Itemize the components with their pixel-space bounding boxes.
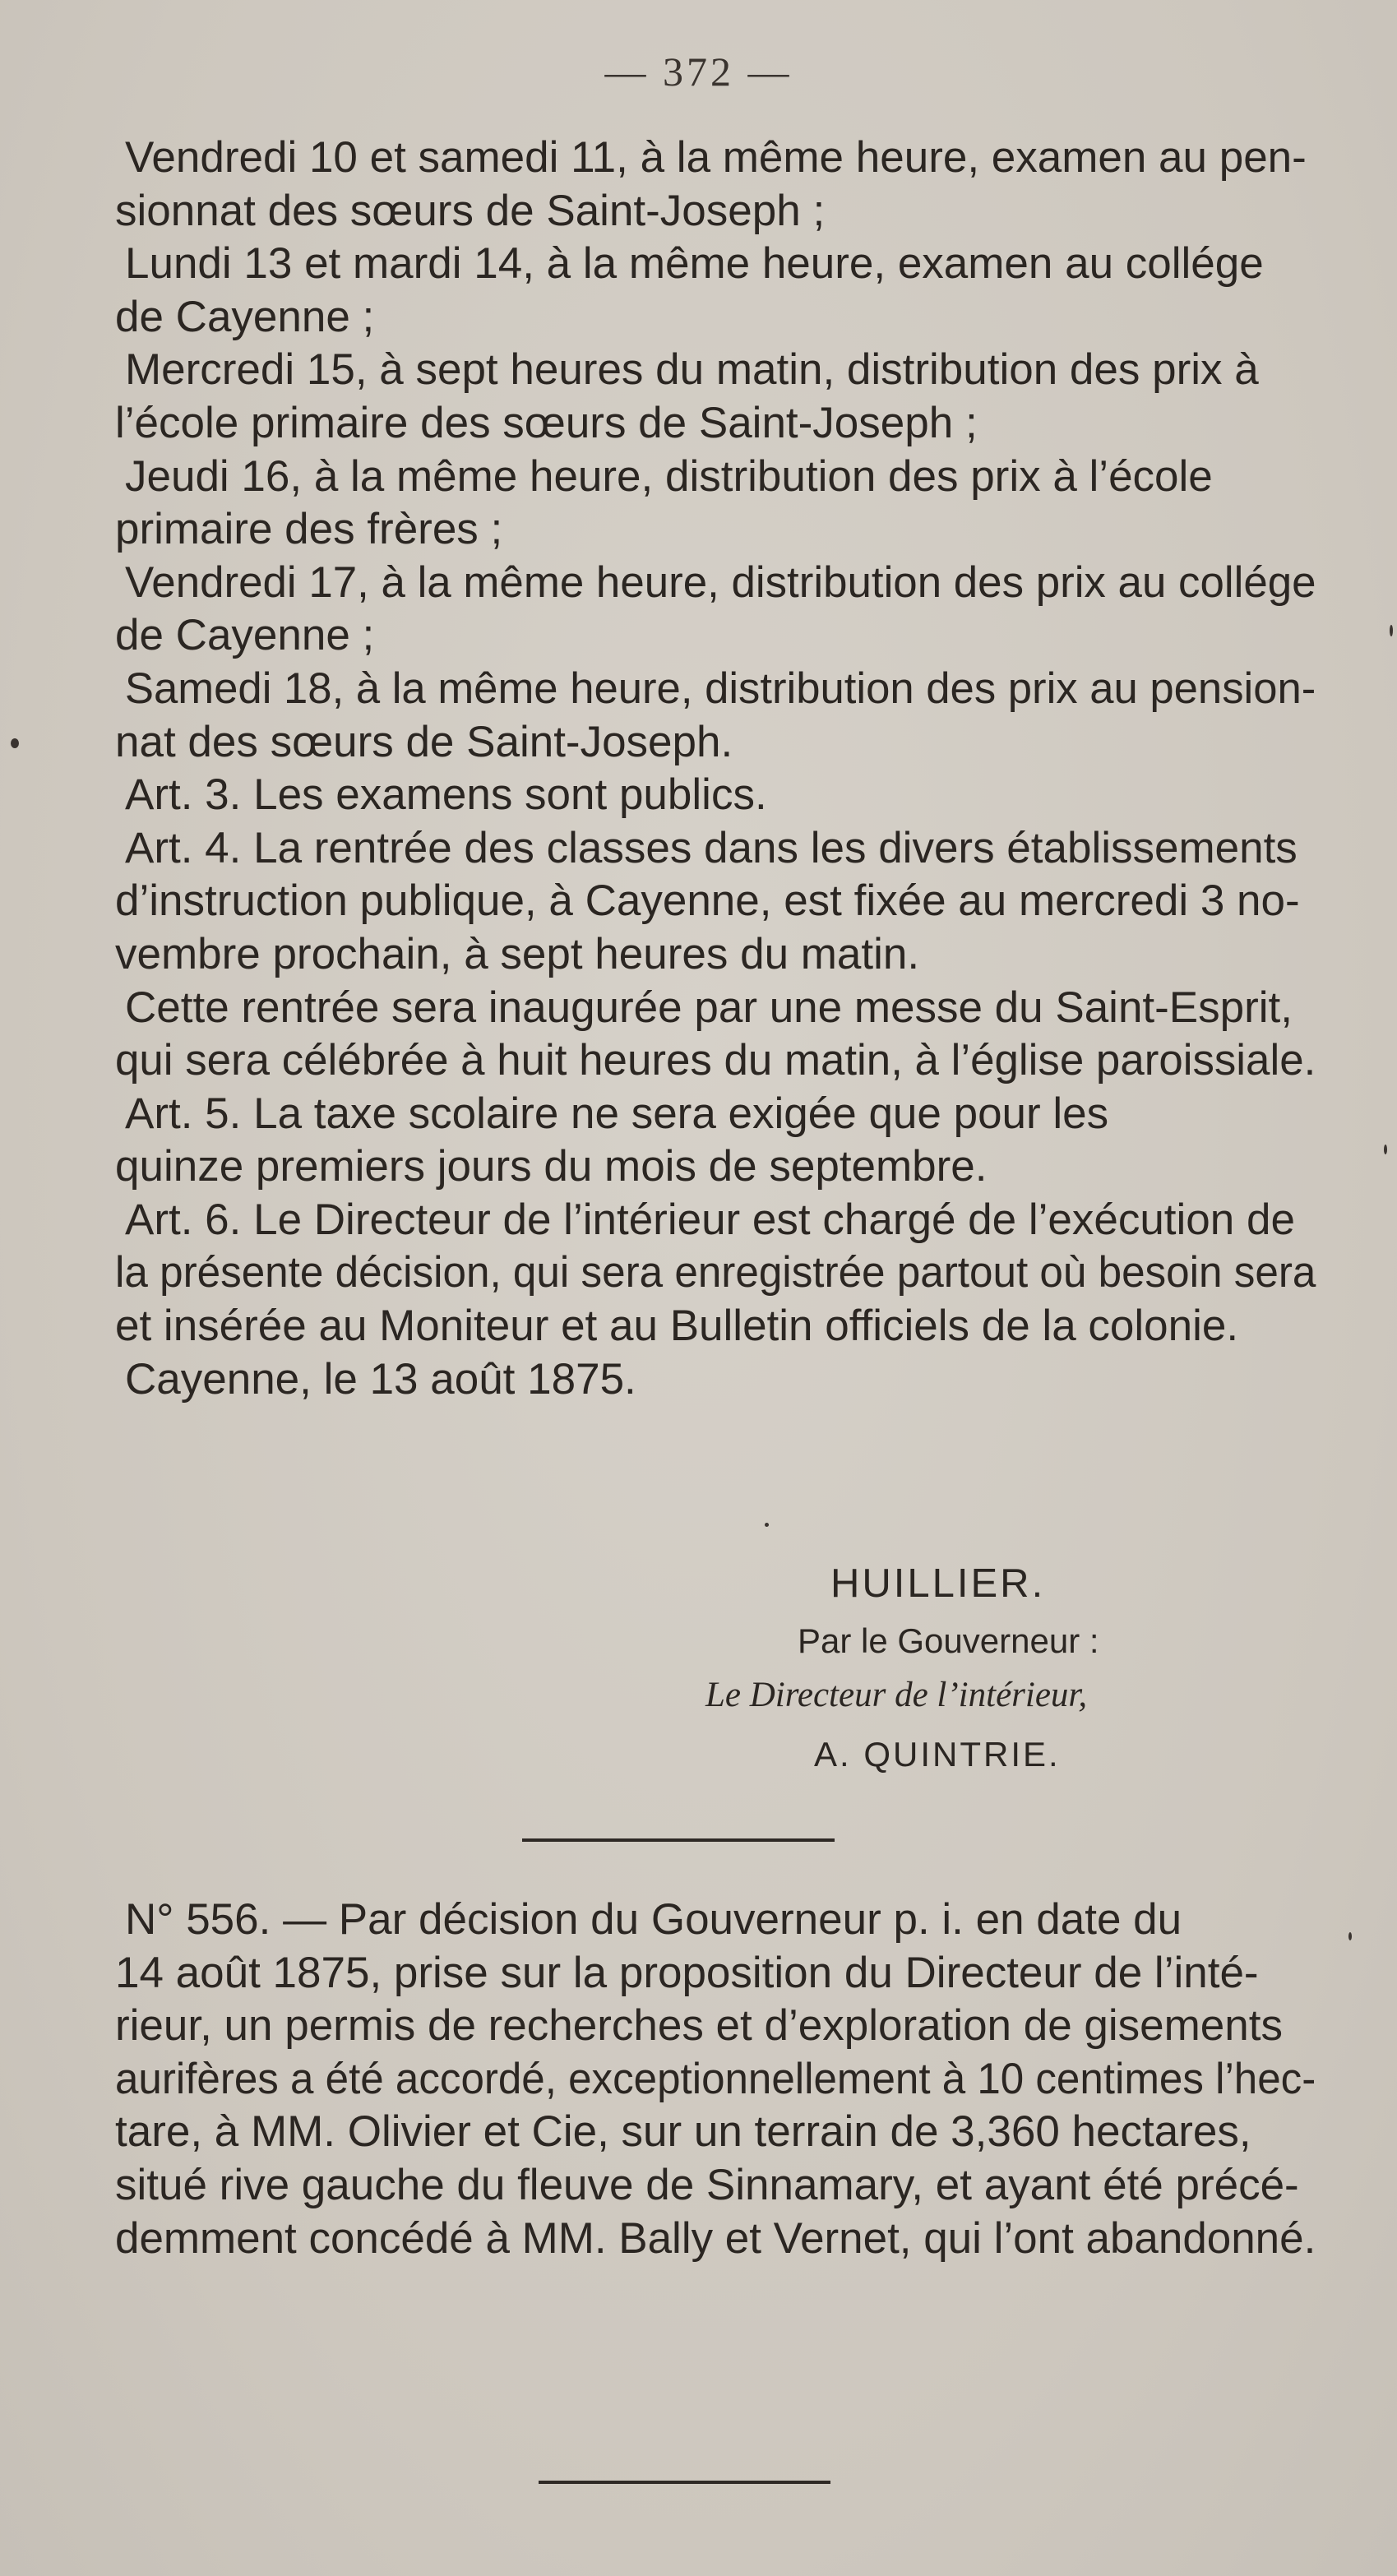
text-line: sionnat des sœurs de Saint-Joseph ; — [115, 186, 826, 235]
text-line: d’instruction publique, à Cayenne, est fixée au mercredi 3 no- — [115, 876, 1300, 926]
text-line: aurifères a été accordé, exceptionnellement à 10 centimes l’hec- — [115, 2054, 1316, 2103]
text-line: l’école primaire des sœurs de Saint-Joseph ; — [115, 398, 978, 447]
text-line: 14 août 1875, prise sur la proposition du Directeur de l’inté- — [115, 1948, 1259, 1997]
text-line: Art. 6. Le Directeur de l’intérieur est chargé de l’exécution de — [125, 1195, 1295, 1244]
text-line: Lundi 13 et mardi 14, à la même heure, examen au collége — [125, 239, 1264, 289]
signature-par: Par le Gouverneur : — [798, 1621, 1099, 1660]
text-line: Jeudi 16, à la même heure, distribution des prix à l’école — [125, 451, 1213, 501]
dateline: Cayenne, le 13 août 1875. — [125, 1354, 636, 1404]
text-line: demment concédé à MM. Bally et Vernet, qui l’ont abandonné. — [115, 2213, 1316, 2263]
text-line: qui sera célébrée à huit heures du matin, à l’église paroissiale. — [115, 1036, 1316, 1085]
text-line: de Cayenne ; — [115, 292, 375, 341]
text-line: Art. 3. Les examens sont publics. — [125, 770, 767, 820]
text-line: de Cayenne ; — [115, 611, 375, 660]
notice-text — [115, 1894, 1316, 2265]
text-line: Art. 5. La taxe scolaire ne sera exigée que pour les — [125, 1089, 1109, 1138]
text-line: tare, à MM. Olivier et Cie, sur un terrain de 3,360 hectares, — [115, 2107, 1251, 2157]
text-line: N° 556. — Par décision du Gouverneur p. i. en date du — [125, 1895, 1182, 1944]
text-line: nat des sœurs de Saint-Joseph. — [115, 717, 733, 766]
text-line: rieur, un permis de recherches et d’exploration de gisements — [115, 2001, 1283, 2051]
text-line: Samedi 18, à la même heure, distribution des prix au pension- — [124, 664, 1316, 713]
end-divider — [539, 2481, 830, 2484]
text-line: et insérée au Moniteur et au Bulletin officiels de la colonie. — [115, 1302, 1239, 1351]
signature-name: HUILLIER. — [830, 1561, 1046, 1606]
section-divider — [522, 1838, 835, 1842]
text-line: situé rive gauche du fleuve de Sinnamary, et ayant été précé- — [115, 2160, 1299, 2209]
page-number: — 372 — — [604, 49, 793, 95]
signature-role: Le Directeur de l’intérieur, — [705, 1676, 1088, 1714]
text-line: Mercredi 15, à sept heures du matin, distribution des prix à — [125, 345, 1259, 395]
text-line: Vendredi 10 et samedi 11, à la même heure, examen au pen- — [125, 133, 1307, 182]
text-line: quinze premiers jours du mois de septembre. — [115, 1142, 988, 1191]
text-line: primaire des frères ; — [115, 505, 503, 554]
text-line: Cette rentrée sera inaugurée par une messe du Saint-Esprit, — [125, 983, 1293, 1032]
text-line: Art. 4. La rentrée des classes dans les divers établissements — [125, 823, 1298, 872]
signature-signer: A. QUINTRIE. — [814, 1735, 1061, 1774]
text-line: la présente décision, qui sera enregistrée partout où besoin sera — [115, 1248, 1316, 1297]
text-line: Vendredi 17, à la même heure, distribution des prix au collége — [124, 557, 1316, 607]
text-line: vembre prochain, à sept heures du matin. — [115, 929, 920, 978]
body-text — [115, 132, 1316, 1406]
